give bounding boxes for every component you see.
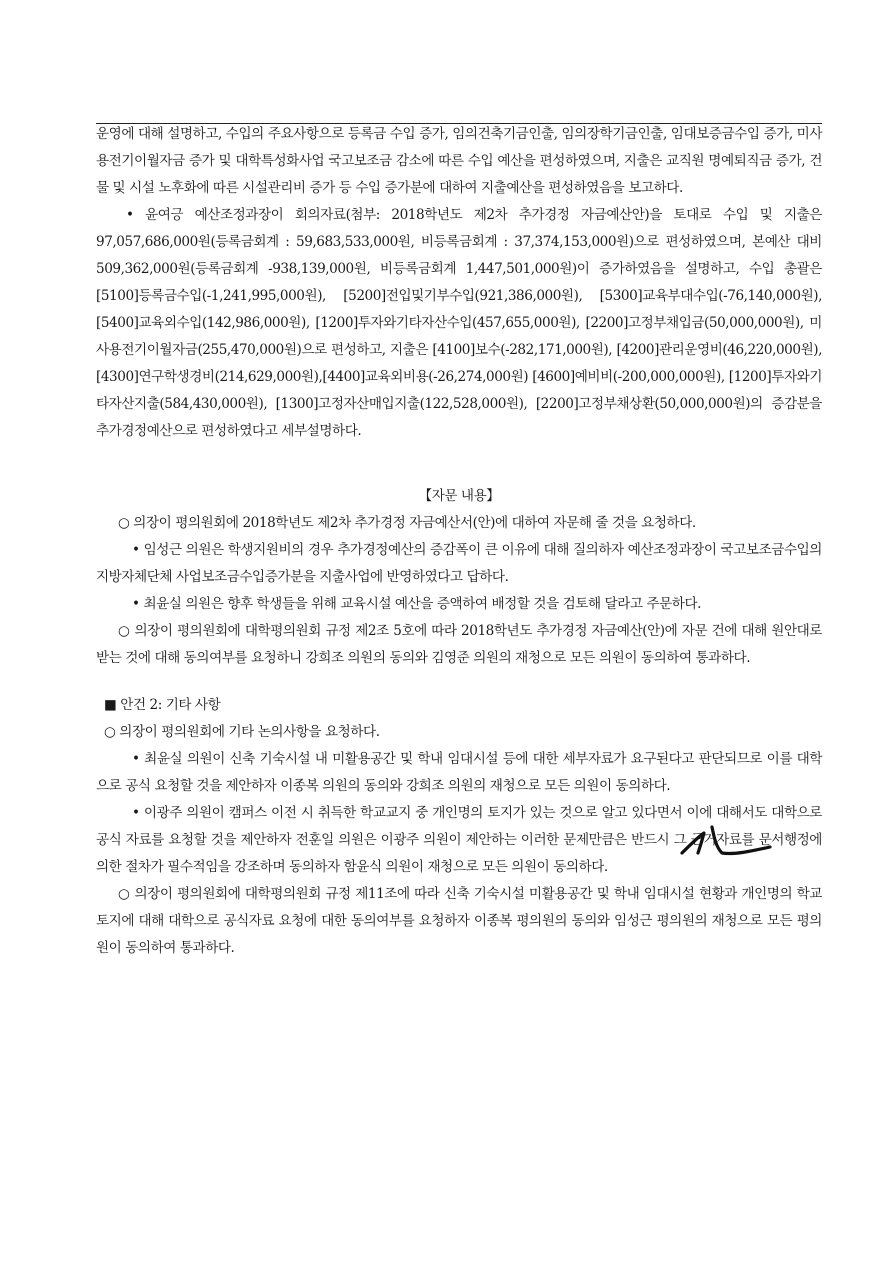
paragraph-chair-request: ○ 의장이 평의원회에 2018학년도 제2차 추가경정 자금예산서(안)에 대하여 자문해 줄 것을 요청하다. — [118, 515, 696, 531]
paragraph-budget-report: 운영에 대해 설명하고, 수입의 주요사항으로 등록금 수입 증가, 임의건축기금인출, 임의장학기금인출, 임대보증금수입 증가, 미사용전기이월자금 증가 및 대학특성화사업 국고보조금 감소에 따른 수입 예산을 편성하였으며, 지출은 교직원 명예퇴직금 증가, 건물 및 시설 노후화에 따른 시설관리비 증가 등 수입 증가분에 대하여 지출예산을 편성하였음을 보고하다. — [96, 126, 822, 196]
paragraph-approval-1: ○ 의장이 평의원회에 대학평의원회 규정 제2조 5호에 따라 2018학년도 추가경정 자금예산(안)에 자문 건에 대해 원안대로 받는 것에 대해 동의여부를 요청하니 강희조 의원의 동의와 김영준 의원의 재청으로 모든 의원이 동의하여 통과하다. — [96, 623, 822, 666]
spacer — [96, 445, 822, 483]
signature-mark — [676, 823, 776, 863]
agenda-2-heading: ■ 안건 2: 기타 사항 — [104, 697, 221, 713]
paragraph-approval-2: ○ 의장이 평의원회에 대학평의원회 규정 제11조에 따라 신축 기숙시설 미활용공간 및 학내 임대시설 현황과 개인명의 학교 토지에 대해 대학으로 공식자료 요청에 대한 동의여부를 요청하자 이종복 평의원의 동의와 임성근 평의원의 재청으로 모든 평의원이 동의하여 통과하다. — [96, 886, 822, 956]
paragraph-proposal-choi: • 최윤실 의원이 신축 기숙시설 내 미활용공간 및 학내 임대시설 등에 대한 세부자료가 요구된다고 판단되므로 이를 대학으로 공식 요청할 것을 제안하자 이종복 의원의 동의와 강희조 의원의 재청으로 모든 의원이 동의하다. — [96, 751, 822, 794]
paragraph-question-lim: • 임성근 의원은 학생지원비의 경우 추가경정예산의 증감폭이 큰 이유에 대해 질의하자 예산조정과장이 국고보조금수입의 지방자체단체 사업보조금수입증가분을 지출사업에 반영하였다고 답하다. — [96, 542, 822, 585]
paragraph-comment-choi: • 최윤실 의원은 향후 학생들을 위해 교육시설 예산을 증액하여 배정할 것을 검토해 달라고 주문하다. — [132, 596, 702, 612]
paragraph-chair-other: ○ 의장이 평의원회에 기타 논의사항을 요청하다. — [104, 724, 380, 740]
heading-advice: 【자문 내용】 — [418, 488, 500, 504]
spacer — [96, 672, 822, 692]
paragraph-proposal-lee: • 이광주 의원이 캠퍼스 이전 시 취득한 학교교지 중 개인명의 토지가 있는 것으로 알고 있다면서 이에 대해서도 대학으로 공식 자료를 요청할 것을 제안하자 전훈일 의원은 이광주 의원이 제안하는 이러한 문제만큼은 반드시 그 근거자료를 문서행정에 의한 절차가 필수적임을 강조하며 동의하자 함윤식 의원이 재청으로 모든 의원이 동의하다. — [96, 805, 822, 875]
paragraph-budget-detail: • 윤여긍 예산조정과장이 회의자료(첨부: 2018학년도 제2차 추가경정 자금예산안)을 토대로 수입 및 지출은 97,057,686,000원(등록금회계 : 59,683,533,000원, 비등록금회계 : 37,374,153,000원)으로 편성하였으며, 본예산 대비 509,362,000원(등록금회계 -938,139,000원, 비등록금회계 1,447,501,000원)이 증가하였음을 설명하고, 수입 총괄은 [5100]등록금수입(-1,241,995,000원), [5200]전입및기부수입(921,386,000원), [5300]교육부대수입(-76,140,000원), [5400]교육외수입(142,986,000원), [1200]투자와기타자산수입(457,655,000원), [2200]고정부채입금(50,000,000원), 미사용전기이월자금(255,470,000원)으로 편성하고, 지출은 [4100]보수(-282,171,000원), [4200]관리운영비(46,220,000원), [4300]연구학생경비(214,629,000원),[4400]교육외비용(-26,274,000원) [4600]예비비(-200,000,000원), [1200]투자와기타자산지출(584,430,000원), [1300]고정자산매입지출(122,528,000원), [2200]고정부채상환(50,000,000원)의 증감분을 추가경정예산으로 편성하였다고 세부설명하다. — [96, 207, 822, 439]
